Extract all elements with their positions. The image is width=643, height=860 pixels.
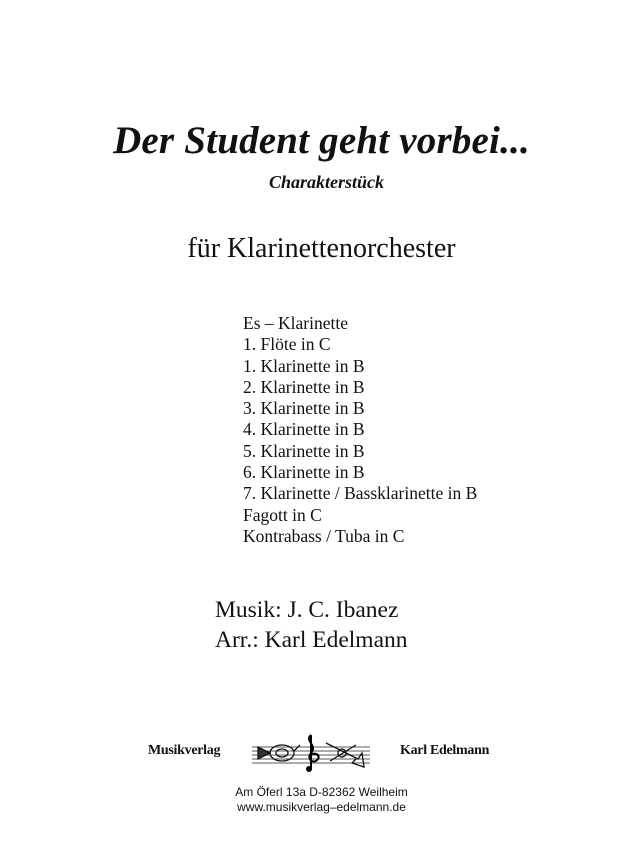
instrument-item: 1. Flöte in C	[243, 334, 331, 355]
instrument-item: Kontrabass / Tuba in C	[243, 525, 405, 546]
arranger-credit: Arr.: Karl Edelmann	[215, 627, 408, 653]
publisher-label-left: Musikverlag	[148, 743, 221, 758]
instrument-item: 3. Klarinette in B	[243, 398, 365, 419]
instrument-item: 1. Klarinette in B	[243, 355, 365, 376]
music-staff-instruments-logo-icon	[248, 729, 374, 773]
page-title: Der Student geht vorbei...	[113, 119, 530, 162]
instrument-item: 6. Klarinette in B	[243, 462, 365, 483]
instrument-item: Es – Klarinette	[243, 313, 348, 333]
instrument-item: 4. Klarinette in B	[243, 419, 365, 440]
website-line: www.musikverlag–edelmann.de	[237, 800, 406, 814]
credits	[215, 595, 408, 655]
address-line: Am Öferl 13a D-82362 Weilheim	[235, 785, 408, 799]
dedication: für Klarinettenorchester	[187, 233, 456, 264]
instrument-item: 7. Klarinette / Bassklarinette in B	[243, 483, 478, 504]
instrument-list	[243, 313, 477, 547]
publisher-label-right: Karl Edelmann	[400, 743, 490, 758]
instrument-item: Fagott in C	[243, 504, 322, 525]
subtitle: Charakterstück	[268, 172, 385, 192]
instrument-item: 5. Klarinette in B	[243, 440, 365, 461]
publisher-address-block	[0, 785, 643, 815]
instrument-item: 2. Klarinette in B	[243, 376, 365, 397]
composer-credit: Musik: J. C. Ibanez	[215, 597, 399, 623]
